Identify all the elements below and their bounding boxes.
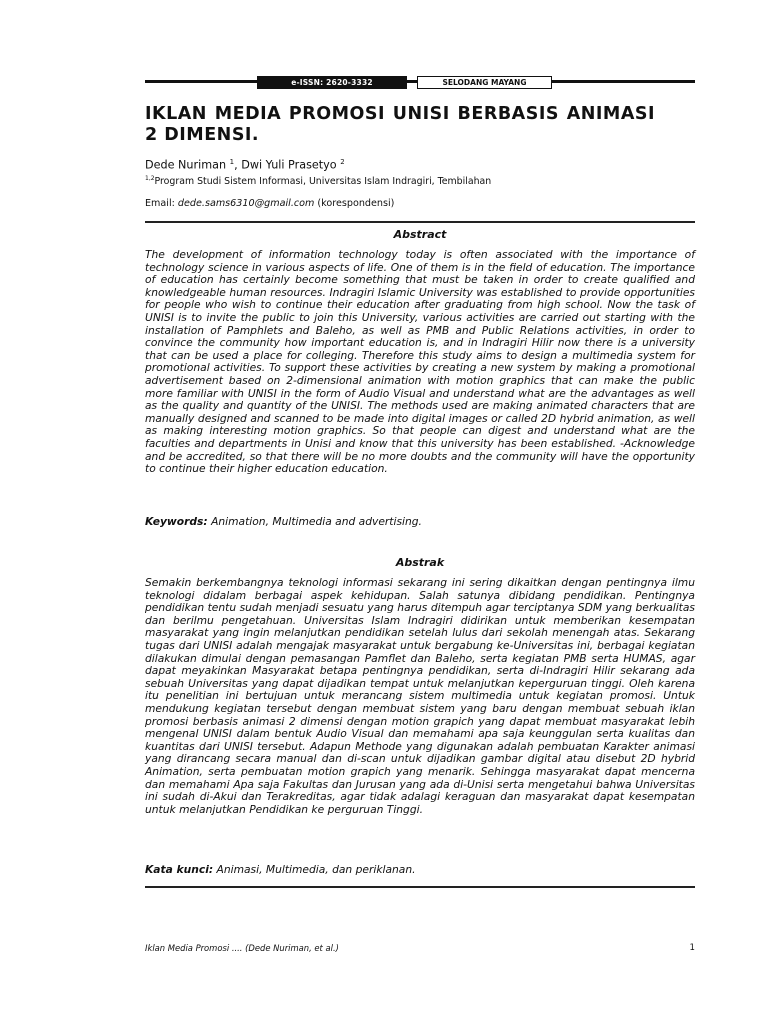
kata-kunci-label: Kata kunci: (145, 863, 214, 876)
keywords-text: Animation, Multimedia and advertising. (207, 515, 422, 528)
affiliation (145, 175, 491, 187)
affiliation-text: Program Studi Sistem Informasi, Universitas Islam Indragiri, Tembilahan (154, 176, 492, 188)
kata-kunci-text: Animasi, Multimedia, dan periklanan. (213, 863, 416, 876)
author-list (145, 158, 345, 172)
section-divider (145, 886, 695, 888)
abstrak-text: Semakin berkembangnya teknologi informasi sekarang ini sering dikaitkan dengan pentingnya ilmu teknologi didalam berbagai aspek kehidupan. Salah satunya dibidang pendidikan. Pentingnya pendidikan tentu sudah menjadi sesuatu yang harus ditempuh agar terciptanya SDM yang berkualitas dan berilmu pengetahuan. Universitas Islam Indragiri didirikan untuk memberikan kesempatan masyarakat yang ingin melanjutkan pendidikan setelah lulus dari sekolah menengah atas. Sekarang tugas dari UNISI adalah mengajak masyarakat untuk bergabung ke-Universitas ini, berbagai kegiatan dilakukan dimulai dengan pemasangan Pamflet dan Baleho, serta kegiatan PMB serta HUMAS, agar dapat meyakinkan Masyarakat betapa pentingnya pendidikan, serta di-Indragiri Hilir sekarang ada sebuah Universitas yang dapat dijadikan tempat untuk melanjutkan keperguruan tinggi. Oleh karena itu penelitian ini bertujuan untuk merancang sistem multimedia untuk kegiatan promosi. Untuk mendukung kegiatan tersebut dengan membuat sistem yang baru dengan membuat sebuah iklan promosi berbasis animasi 2 dimensi dengan motion grapich yang dapat membuat masyarakat lebih mengenal UNISI dalam bentuk Audio Visual dan memahami apa saja keunggulan serta kualitas dan kuantitas dari UNISI tersebut. Adapun Methode yang digunakan adalah pembuatan Karakter animasi yang dirancang secara manual dan di-scan untuk dijadikan gambar digital atau disebut 2D hybrid Animation, serta pembuatan motion grapich yang menarik. Sehingga masyarakat dapat mencerna dan memahami Apa saja Fakultas dan Jurusan yang ada di-Unisi serta mengetahui bahwa Universitas ini sudah di-Akui dan Terakreditas, agar tidak adalagi keraguan dan masyarakat dapat kesempatan untuk melanjutkan Pendidikan ke perguruan Tinggi. (145, 576, 695, 816)
abstract-heading: Abstract (393, 228, 447, 241)
affiliation-mark: 1,2 (145, 175, 155, 182)
author-name: Dwi Yuli Prasetyo (241, 158, 337, 172)
abstrak-heading: Abstrak (395, 556, 445, 569)
keywords-label: Keywords: (145, 515, 208, 528)
author-affiliation-mark: 1 (229, 158, 235, 166)
author-affiliation-mark: 2 (340, 158, 345, 166)
keywords-line (145, 515, 422, 528)
author-separator: , (234, 158, 242, 172)
journal-name: SELODANG MAYANG (417, 76, 552, 89)
author-name: Dede Nuriman (145, 158, 227, 172)
email-label: Email: (145, 198, 178, 209)
kata-kunci-line (145, 863, 416, 876)
page-number: 1 (689, 943, 695, 953)
email-line (145, 198, 394, 209)
email-address[interactable]: dede.sams6310@gmail.com (177, 198, 315, 209)
section-divider (145, 221, 695, 223)
abstract-text: The development of information technology today is often associated with the importance of technology science in various aspects of life. One of them is in the field of education. The importance of education has certainly become something that must be taken in order to create qualified and knowledgeable human resources. Indragiri Islamic University was established to provide opportunities for people who wish to continue their education after graduating from high school. Now the task of UNISI is to invite the public to join this University, various activities are carried out starting with the installation of Pamphlets and Baleho, as well as PMB and Public Relations activities, in order to convince the community how important education is, and in Indragiri Hilir now there is a university that can be used a place for colleging. Therefore this study aims to design a multimedia system for promotional activities. To support these activities by creating a new system by making a promotional advertisement based on 2-dimensional animation with motion graphics that can make the public more familiar with UNISI in the form of Audio Visual and understand what are the advantages as well as the quality and quantity of the UNISI. The methods used are making animated characters that are manually designed and scanned to be made into digital images or called 2D hybrid animation, as well as making interesting motion graphics. So that people can digest and understand what are the faculties and departments in Unisi and know that this university has been established. -Acknowledge and be accredited, so that there will be no more doubts and the community will have the opportunity to continue their higher education education. (145, 248, 695, 476)
issn-label: e-ISSN: 2620-3332 (257, 76, 407, 89)
email-note: (korespondensi) (314, 198, 395, 209)
running-title: Iklan Media Promosi .... (Dede Nuriman, et al.) (145, 943, 339, 953)
paper-title: IKLAN MEDIA PROMOSI UNISI BERBASIS ANIMASI 2 DIMENSI. (145, 104, 655, 145)
